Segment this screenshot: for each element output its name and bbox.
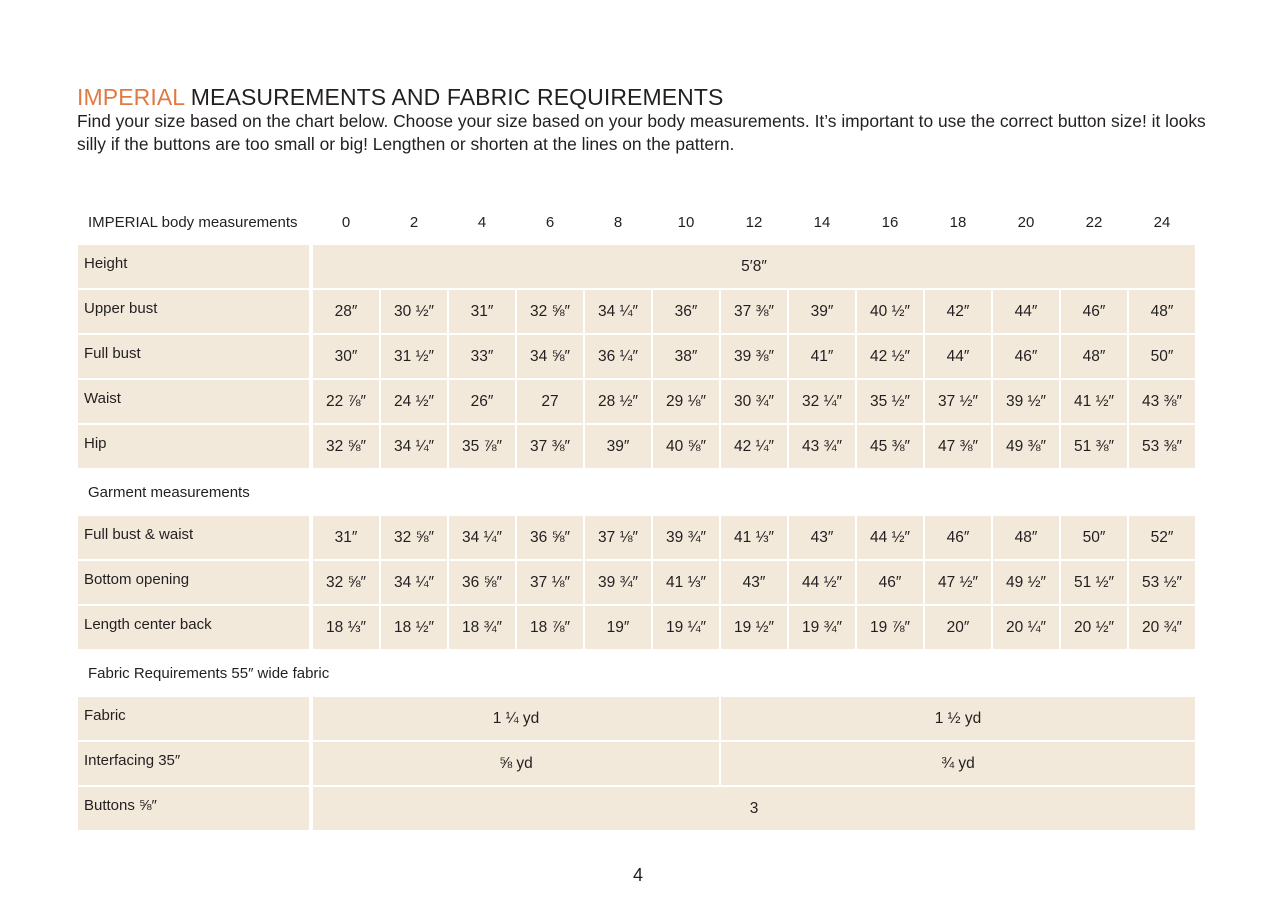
garment-row-bottom-opening-value: 34 ¼″: [381, 561, 447, 604]
garment-row-bottom-opening-value: 39 ¾″: [585, 561, 651, 604]
body-row-full-bust: [78, 335, 1195, 378]
page-number: 4: [632, 865, 643, 885]
body-row-upper-bust-value: 46″: [1061, 290, 1127, 333]
fabric-row-interfacing-35--value: ¾ yd: [721, 742, 1195, 785]
garment-row-full-bust-waist-value: 37 ⅛″: [585, 516, 651, 559]
body-row-hip-value: 39″: [585, 425, 651, 468]
body-row-hip-value: 45 ⅜″: [857, 425, 923, 468]
garment-row-length-center-back-value: 20 ¼″: [993, 606, 1059, 649]
body-row-full-bust-value: 41″: [789, 335, 855, 378]
body-row-waist-value: 27: [517, 380, 583, 423]
garment-row-length-center-back: [78, 606, 1195, 649]
body-row-full-bust-value: 31 ½″: [381, 335, 447, 378]
garment-row-bottom-opening-value: 47 ½″: [925, 561, 991, 604]
body-row-upper-bust-value: 31″: [449, 290, 515, 333]
body-row-waist-label: Waist: [78, 380, 309, 423]
garment-row-length-center-back-value: 20 ½″: [1061, 606, 1127, 649]
size-header-row-value: 14: [813, 214, 831, 231]
body-row-hip-value: 32 ⅝″: [313, 425, 379, 468]
body-row-upper-bust-label: Upper bust: [78, 290, 309, 333]
fabric-row-buttons--label: Buttons ⅝″: [78, 787, 309, 830]
garment-row-full-bust-waist-label: Full bust & waist: [78, 516, 309, 559]
size-header-row-value: 6: [545, 214, 555, 231]
garment-row-bottom-opening: [78, 561, 1195, 604]
garment-row-bottom-opening-label: Bottom opening: [78, 561, 309, 604]
body-row-upper-bust-value: 44″: [993, 290, 1059, 333]
body-row-waist-value: 30 ¾″: [721, 380, 787, 423]
body-row-waist-value: 41 ½″: [1061, 380, 1127, 423]
body-row-hip: [78, 425, 1195, 468]
size-header-row-value: 24: [1153, 214, 1171, 231]
fabric-row-fabric-value: 1 ¼ yd: [313, 697, 719, 740]
fabric-row-fabric-value: 1 ½ yd: [721, 697, 1195, 740]
body-row-full-bust-value: 36 ¼″: [585, 335, 651, 378]
fabric-row-fabric-label: Fabric: [78, 697, 309, 740]
size-header-row-value: 16: [881, 214, 899, 231]
garment-row-length-center-back-value: 18 ⅓″: [313, 606, 379, 649]
garment-row-bottom-opening-value: 44 ½″: [789, 561, 855, 604]
garment-row-length-center-back-label: Length center back: [78, 606, 309, 649]
size-header-row-value: 18: [949, 214, 967, 231]
body-row-waist-value: 43 ⅜″: [1129, 380, 1195, 423]
size-header-row-value: 12: [745, 214, 763, 231]
body-row-upper-bust-value: 28″: [313, 290, 379, 333]
garment-row-length-center-back-value: 19 ¾″: [789, 606, 855, 649]
body-row-full-bust-value: 38″: [653, 335, 719, 378]
body-row-upper-bust-value: 36″: [653, 290, 719, 333]
garment-row-length-center-back-value: 18 ¾″: [449, 606, 515, 649]
page-title: [77, 84, 723, 110]
body-row-height-value: 5′8″: [313, 245, 1195, 288]
body-row-hip-value: 43 ¾″: [789, 425, 855, 468]
garment-row-full-bust-waist-value: 36 ⅝″: [517, 516, 583, 559]
title-rest: MEASUREMENTS AND FABRIC REQUIREMENTS: [184, 84, 724, 110]
body-row-waist-value: 35 ½″: [857, 380, 923, 423]
garment-row-full-bust-waist-value: 34 ¼″: [449, 516, 515, 559]
body-row-waist-value: 22 ⅞″: [313, 380, 379, 423]
garment-row-length-center-back-value: 20 ¾″: [1129, 606, 1195, 649]
body-row-hip-value: 37 ⅜″: [517, 425, 583, 468]
intro-paragraph: Find your size based on the chart below. Choose your size based on your body measurements. It’s important to use the correct button size! it looks silly if the buttons are too small or big! Lengthen or shorten at the lines on the pattern.: [77, 111, 1206, 154]
fabric-section-label: Fabric Requirements 55″ wide fabric: [88, 665, 330, 682]
size-header-row-value: 20: [1017, 214, 1035, 231]
size-header-row-label: IMPERIAL body measurements: [88, 214, 298, 231]
body-row-full-bust-value: 39 ⅜″: [721, 335, 787, 378]
body-row-waist-value: 39 ½″: [993, 380, 1059, 423]
body-row-upper-bust-value: 37 ⅜″: [721, 290, 787, 333]
fabric-row-buttons-: [78, 787, 1195, 830]
body-row-waist-value: 29 ⅛″: [653, 380, 719, 423]
body-row-upper-bust-value: 32 ⅝″: [517, 290, 583, 333]
body-row-full-bust-value: 48″: [1061, 335, 1127, 378]
garment-row-full-bust-waist-value: 52″: [1129, 516, 1195, 559]
body-row-hip-label: Hip: [78, 425, 309, 468]
body-row-waist-value: 32 ¼″: [789, 380, 855, 423]
garment-row-bottom-opening-value: 49 ½″: [993, 561, 1059, 604]
size-header-row-value: 4: [477, 214, 487, 231]
garment-row-full-bust-waist-value: 50″: [1061, 516, 1127, 559]
garment-row-bottom-opening-value: 41 ⅓″: [653, 561, 719, 604]
garment-row-full-bust-waist-value: 41 ⅓″: [721, 516, 787, 559]
garment-row-full-bust-waist-value: 46″: [925, 516, 991, 559]
body-row-upper-bust: [78, 290, 1195, 333]
garment-row-full-bust-waist: [78, 516, 1195, 559]
fabric-row-fabric: [78, 697, 1195, 740]
body-row-hip-value: 34 ¼″: [381, 425, 447, 468]
size-header-row-value: 2: [409, 214, 419, 231]
body-row-upper-bust-value: 48″: [1129, 290, 1195, 333]
body-row-hip-value: 42 ¼″: [721, 425, 787, 468]
garment-row-bottom-opening-value: 51 ½″: [1061, 561, 1127, 604]
garment-row-length-center-back-value: 19 ⅞″: [857, 606, 923, 649]
garment-row-bottom-opening-value: 32 ⅝″: [313, 561, 379, 604]
body-row-upper-bust-value: 42″: [925, 290, 991, 333]
garment-row-length-center-back-value: 19 ½″: [721, 606, 787, 649]
body-row-hip-value: 53 ⅜″: [1129, 425, 1195, 468]
fabric-row-interfacing-35--value: ⅝ yd: [313, 742, 719, 785]
fabric-row-interfacing-35-: [78, 742, 1195, 785]
garment-row-length-center-back-value: 20″: [925, 606, 991, 649]
garment-row-length-center-back-value: 18 ½″: [381, 606, 447, 649]
body-row-upper-bust-value: 30 ½″: [381, 290, 447, 333]
title-accent: IMPERIAL: [77, 84, 185, 110]
garment-row-bottom-opening-value: 37 ⅛″: [517, 561, 583, 604]
garment-row-full-bust-waist-value: 31″: [313, 516, 379, 559]
body-row-hip-value: 35 ⅞″: [449, 425, 515, 468]
body-row-full-bust-value: 46″: [993, 335, 1059, 378]
size-header-row-value: 0: [341, 214, 351, 231]
body-row-waist-value: 26″: [449, 380, 515, 423]
body-row-full-bust-value: 30″: [313, 335, 379, 378]
garment-row-length-center-back-value: 19 ¼″: [653, 606, 719, 649]
body-row-waist: [78, 380, 1195, 423]
body-row-full-bust-value: 44″: [925, 335, 991, 378]
garment-row-bottom-opening-value: 46″: [857, 561, 923, 604]
body-row-full-bust-label: Full bust: [78, 335, 309, 378]
body-row-upper-bust-value: 40 ½″: [857, 290, 923, 333]
garment-section-label: Garment measurements: [88, 484, 250, 501]
size-header-row: [78, 201, 1195, 244]
body-row-hip-value: 49 ⅜″: [993, 425, 1059, 468]
body-row-full-bust-value: 34 ⅝″: [517, 335, 583, 378]
body-row-hip-value: 47 ⅜″: [925, 425, 991, 468]
garment-row-full-bust-waist-value: 44 ½″: [857, 516, 923, 559]
garment-row-length-center-back-value: 19″: [585, 606, 651, 649]
size-header-row-value: 10: [677, 214, 695, 231]
garment-row-full-bust-waist-value: 32 ⅝″: [381, 516, 447, 559]
body-row-full-bust-value: 42 ½″: [857, 335, 923, 378]
garment-row-full-bust-waist-value: 39 ¾″: [653, 516, 719, 559]
body-row-full-bust-value: 33″: [449, 335, 515, 378]
body-row-height: [78, 245, 1195, 288]
garment-row-bottom-opening-value: 36 ⅝″: [449, 561, 515, 604]
body-row-waist-value: 28 ½″: [585, 380, 651, 423]
garment-row-full-bust-waist-value: 43″: [789, 516, 855, 559]
garment-row-bottom-opening-value: 43″: [721, 561, 787, 604]
size-header-row-value: 22: [1085, 214, 1103, 231]
fabric-row-interfacing-35--label: Interfacing 35″: [78, 742, 309, 785]
size-header-row-value: 8: [613, 214, 623, 231]
body-row-hip-value: 51 ⅜″: [1061, 425, 1127, 468]
body-row-upper-bust-value: 34 ¼″: [585, 290, 651, 333]
fabric-row-buttons--value: 3: [313, 787, 1195, 830]
body-row-height-label: Height: [78, 245, 309, 288]
body-row-upper-bust-value: 39″: [789, 290, 855, 333]
body-row-waist-value: 24 ½″: [381, 380, 447, 423]
body-row-waist-value: 37 ½″: [925, 380, 991, 423]
body-row-full-bust-value: 50″: [1129, 335, 1195, 378]
garment-row-full-bust-waist-value: 48″: [993, 516, 1059, 559]
body-row-hip-value: 40 ⅝″: [653, 425, 719, 468]
garment-row-length-center-back-value: 18 ⅞″: [517, 606, 583, 649]
garment-row-bottom-opening-value: 53 ½″: [1129, 561, 1195, 604]
